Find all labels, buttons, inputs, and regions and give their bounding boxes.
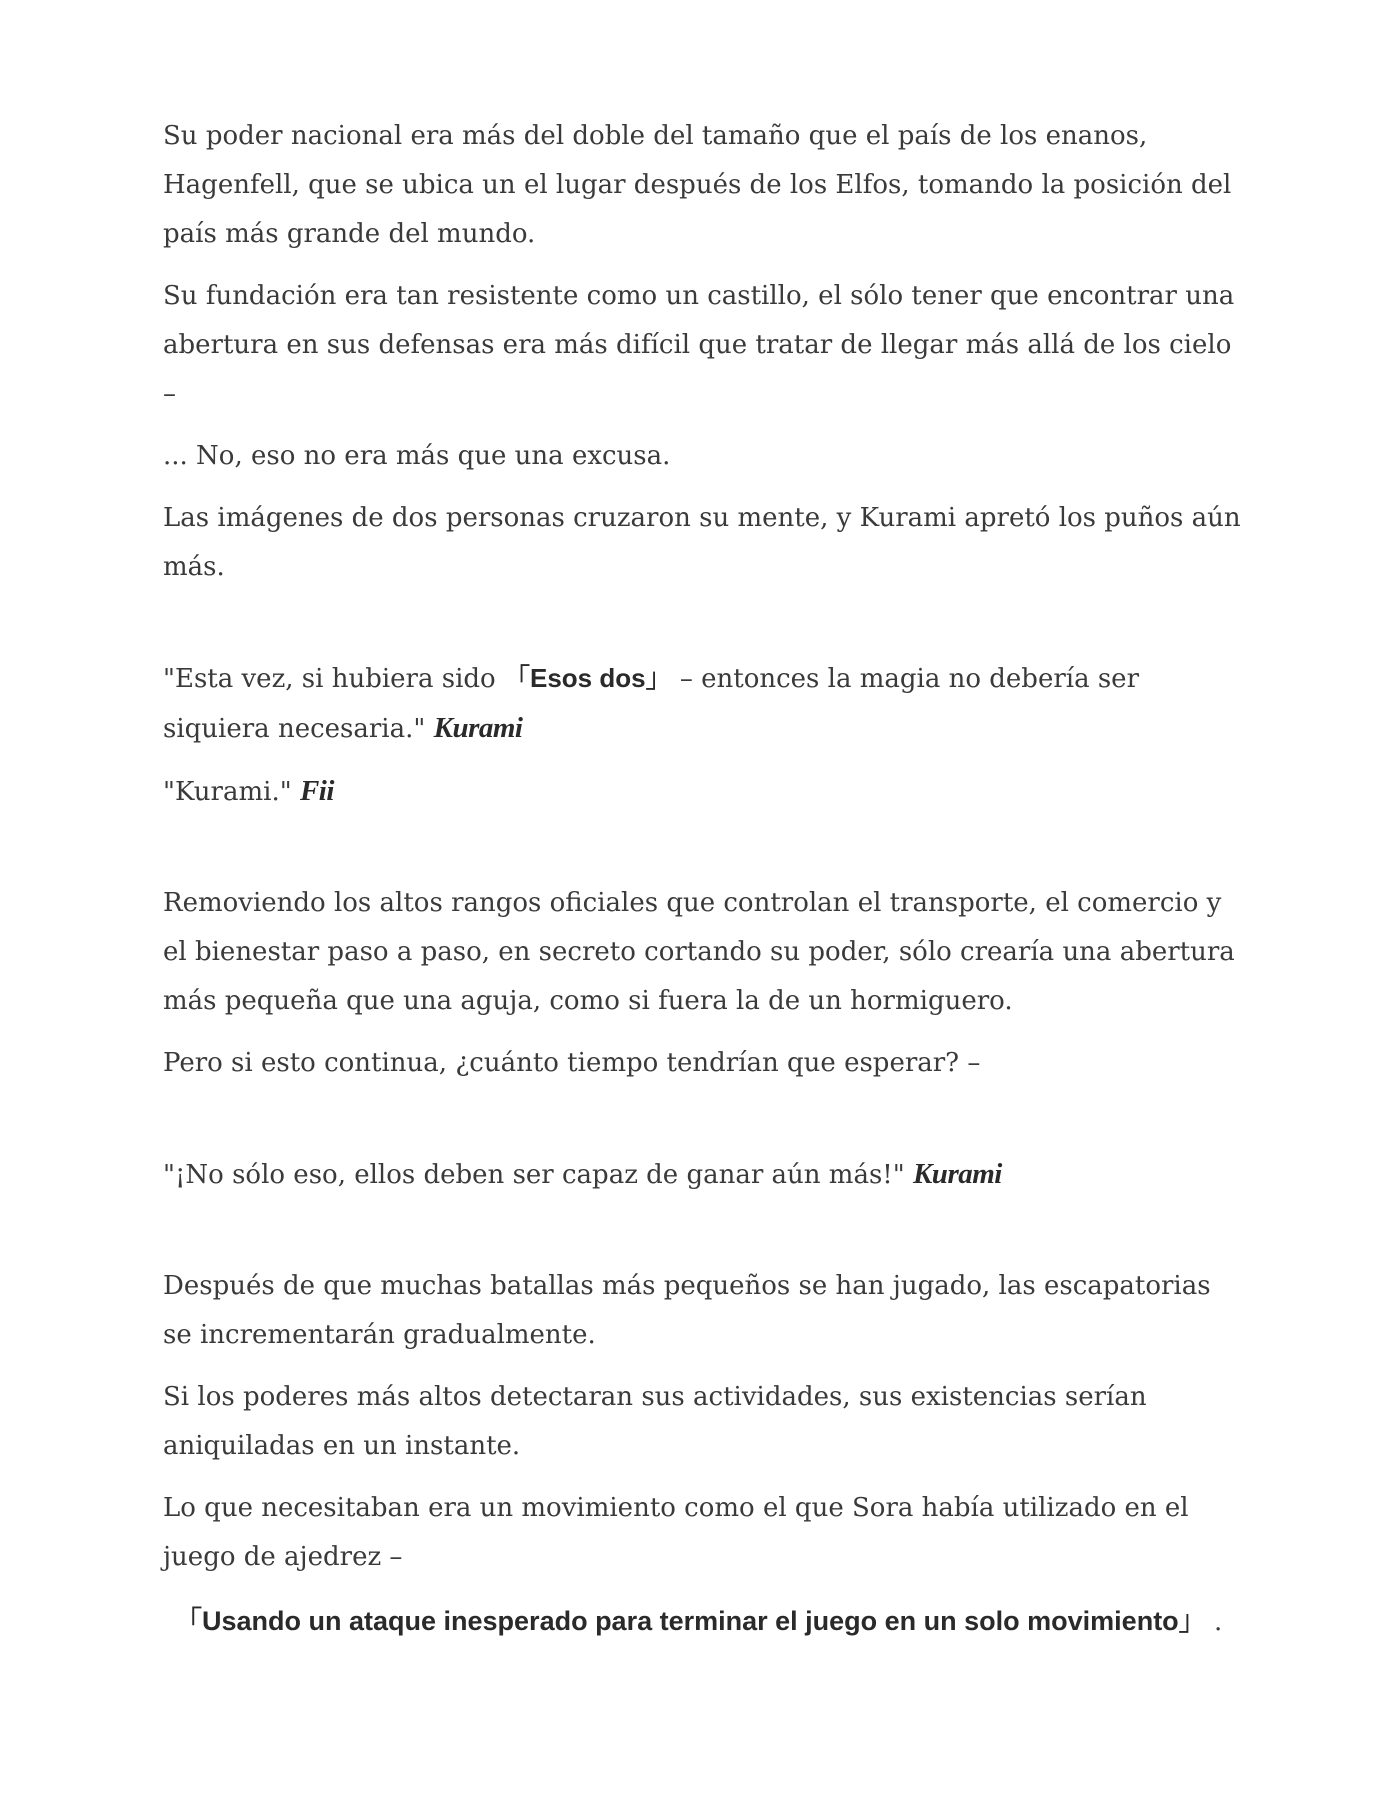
paragraph: Pero si esto continua, ¿cuánto tiempo tendrían que esperar? – (163, 1048, 981, 1078)
closing-line (163, 1597, 1243, 1647)
paragraph: Su poder nacional era más del doble del tamaño que el país de los enanos, Hagenfell, que se ubica un el lugar después de los Elfos, tomando la posición del país más grande del mundo. (163, 121, 1232, 249)
emphasized-phrase: 「Esos dos」 (503, 663, 672, 693)
speaker-name: Kurami (433, 712, 523, 744)
speaker-name: Fii (299, 775, 334, 807)
dialogue-text: "¡No sólo eso, ellos deben ser capaz de ganar aún más!" (163, 1160, 913, 1190)
dialogue-text: "Kurami." (163, 777, 300, 807)
dialogue-line (163, 767, 1243, 817)
dialogue-text: "Esta vez, si hubiera sido (163, 664, 504, 694)
paragraph: Lo que necesitaban era un movimiento como el que Sora había utilizado en el juego de ajedrez – (163, 1493, 1189, 1572)
paragraph: Su fundación era tan resistente como un castillo, el sólo tener que encontrar una abertura en sus defensas era más difícil que tratar de llegar más allá de los cielo – (163, 281, 1235, 409)
dialogue-text: – entonces la magia no debería ser siquiera necesaria." (163, 664, 1139, 744)
paragraph: ... No, eso no era más que una excusa. (163, 441, 671, 471)
paragraph: Las imágenes de dos personas cruzaron su mente, y Kurami apretó los puños aún más. (163, 503, 1241, 582)
dialogue-line (163, 654, 1243, 754)
dialogue-line (163, 1150, 1243, 1200)
speaker-name: Kurami (912, 1158, 1002, 1190)
paragraph: Removiendo los altos rangos oficiales que controlan el transporte, el comercio y el bienestar paso a paso, en secreto cortando su poder, sólo crearía una abertura más pequeña que una aguja, como si fuera la de un hormiguero. (163, 888, 1235, 1016)
paragraph: Después de que muchas batallas más pequeños se han jugado, las escapatorias se incrementarán gradualmente. (163, 1271, 1211, 1350)
body-text (163, 112, 1243, 1647)
closing-punctuation: . (1205, 1607, 1223, 1637)
emphasized-phrase: 「Usando un ataque inesperado para terminar el juego en un solo movimiento」 (175, 1606, 1206, 1636)
paragraph: Si los poderes más altos detectaran sus actividades, sus existencias serían aniquiladas en un instante. (163, 1382, 1147, 1461)
